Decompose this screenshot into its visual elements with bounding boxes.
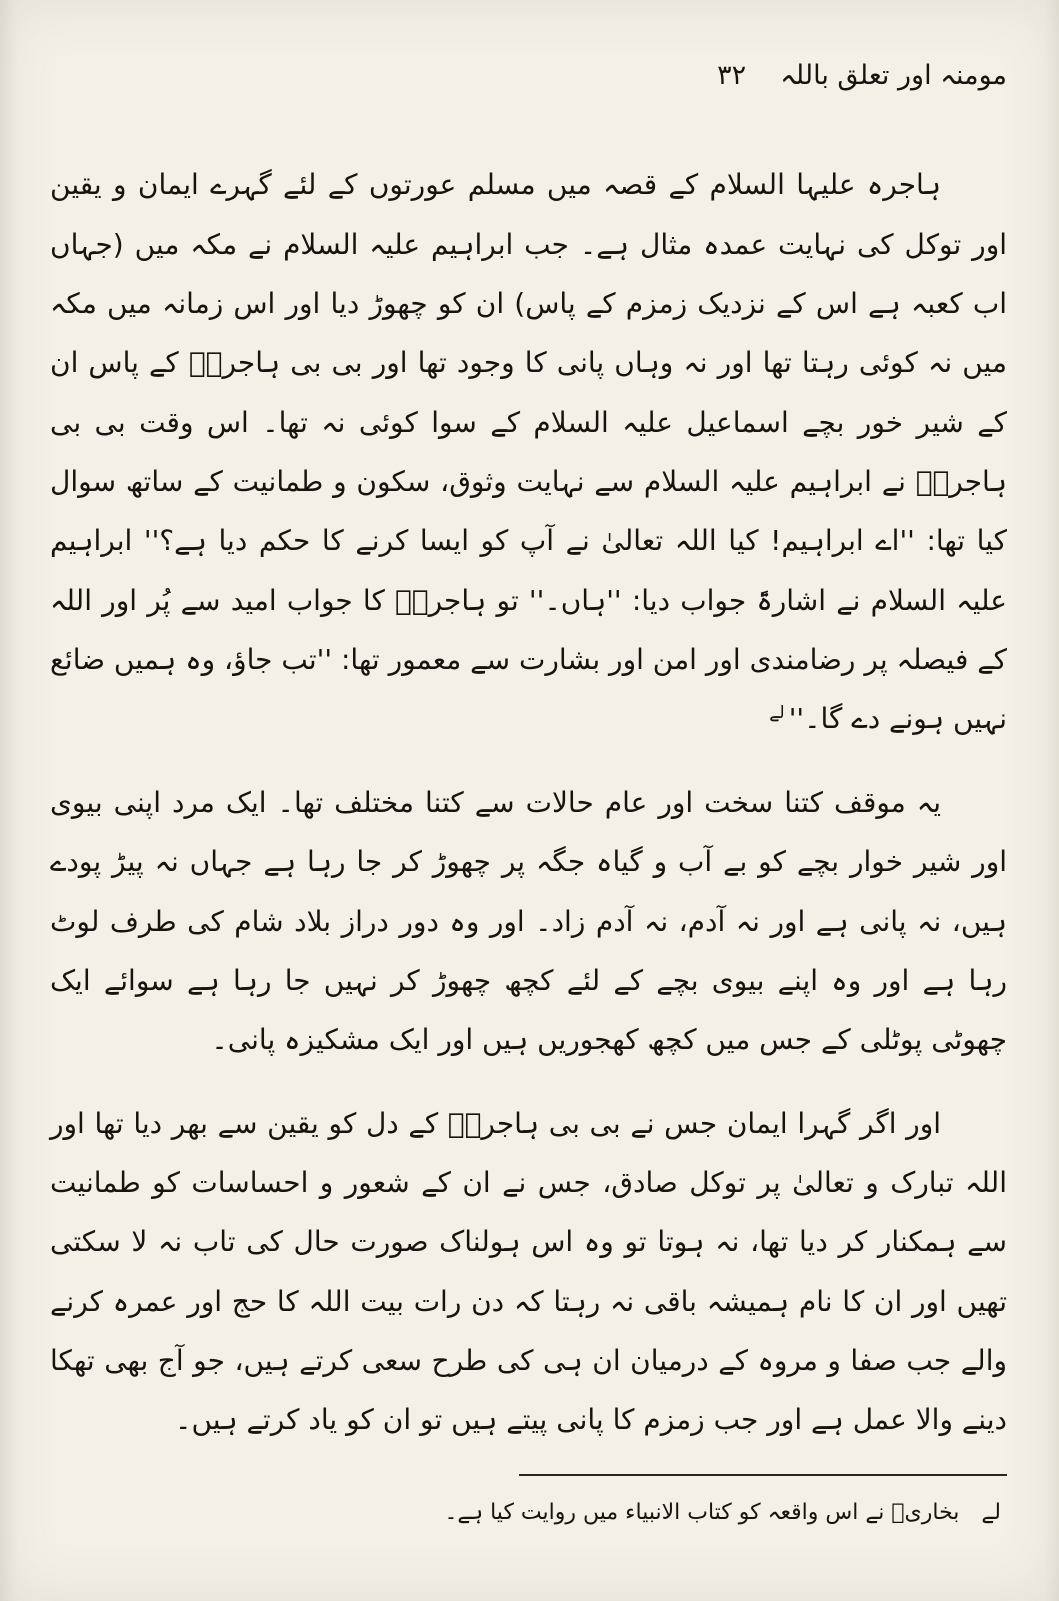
footnote-marker: لے [981, 1499, 1001, 1525]
footnote [50, 1492, 1007, 1534]
paragraph-1 [50, 155, 1007, 749]
page-number: ۳۲ [717, 60, 747, 91]
page-header [50, 54, 1007, 97]
body-text [50, 155, 1007, 1450]
paragraph-3: اور اگر گہرا ایمان جس نے بی بی ہاجرہؓ کے دل کو یقین سے بھر دیا تھا اور اللہ تبارک و تعالیٰ پر توکل صادق، جس نے ان کے شعور و احساسات کو طمانیت سے ہمکنار کر دیا تھا، نہ ہوتا تو وہ اس ہولناک صورت حال کی تاب نہ لا سکتی تھیں اور ان کا نام ہمیشہ باقی نہ رہتا کہ دن رات بیت اللہ کا حج اور عمرہ کرنے والے جب صفا و مروہ کے درمیان ان ہی کی طرح سعی کرتے ہیں، جو آج بھی تھکا دینے والا عمل ہے اور جب زمزم کا پانی پیتے ہیں تو ان کو یاد کرتے ہیں۔ [50, 1106, 1007, 1437]
footnote-text: بخاریؒ نے اس واقعہ کو کتاب الانبیاء میں روایت کیا ہے۔ [444, 1499, 960, 1525]
footnote-divider [519, 1474, 1007, 1476]
page-footer [50, 1474, 1007, 1534]
paragraph-1-text: ہاجرہ علیہا السلام کے قصہ میں مسلم عورتوں کے لئے گہرے ایمان و یقین اور توکل کی نہایت عمدہ مثال ہے۔ جب ابراہیم علیہ السلام نے مکہ میں (جہاں اب کعبہ ہے اس کے نزدیک زمزم کے پاس) ان کو چھوڑ دیا اور اس زمانہ میں مکہ میں نہ کوئی رہتا تھا اور نہ وہاں پانی کا وجود تھا اور بی بی ہاجرہؓ کے پاس ان کے شیر خور بچے اسماعیل علیہ السلام کے سوا کوئی نہ تھا۔ اس وقت بی بی ہاجرہؓ نے ابراہیم علیہ السلام سے نہایت وثوق، سکون و طمانیت کے ساتھ سوال کیا تھا: ''اے ابراہیم! کیا اللہ تعالیٰ نے آپ کو ایسا کرنے کا حکم دیا ہے؟'' ابراہیم علیہ السلام نے اشارۃً جواب دیا: ''ہاں۔'' تو ہاجرہؓ کا جواب امید سے پُر اور اللہ کے فیصلہ پر رضامندی اور امن اور بشارت سے معمور تھا: ''تب جاؤ، وہ ہمیں ضائع نہیں ہونے دے گا۔'' [50, 168, 1007, 736]
footnote-ref-marker: لے [769, 703, 785, 724]
paragraph-2: یہ موقف کتنا سخت اور عام حالات سے کتنا مختلف تھا۔ ایک مرد اپنی بیوی اور شیر خوار بچے کو بے آب و گیاہ جگہ پر چھوڑ کر جا رہا ہے جہاں نہ پیڑ پودے ہیں، نہ پانی ہے اور نہ آدم، نہ آدم زاد۔ اور وہ دور دراز بلاد شام کی طرف لوٹ رہا ہے اور وہ اپنے بیوی بچے کے لئے کچھ چھوڑ کر نہیں جا رہا ہے سوائے ایک چھوٹی پوٹلی کے جس میں کچھ کھجوریں ہیں اور ایک مشکیزہ پانی۔ [50, 785, 1007, 1057]
running-title: مومنہ اور تعلق باللہ [780, 60, 1007, 91]
